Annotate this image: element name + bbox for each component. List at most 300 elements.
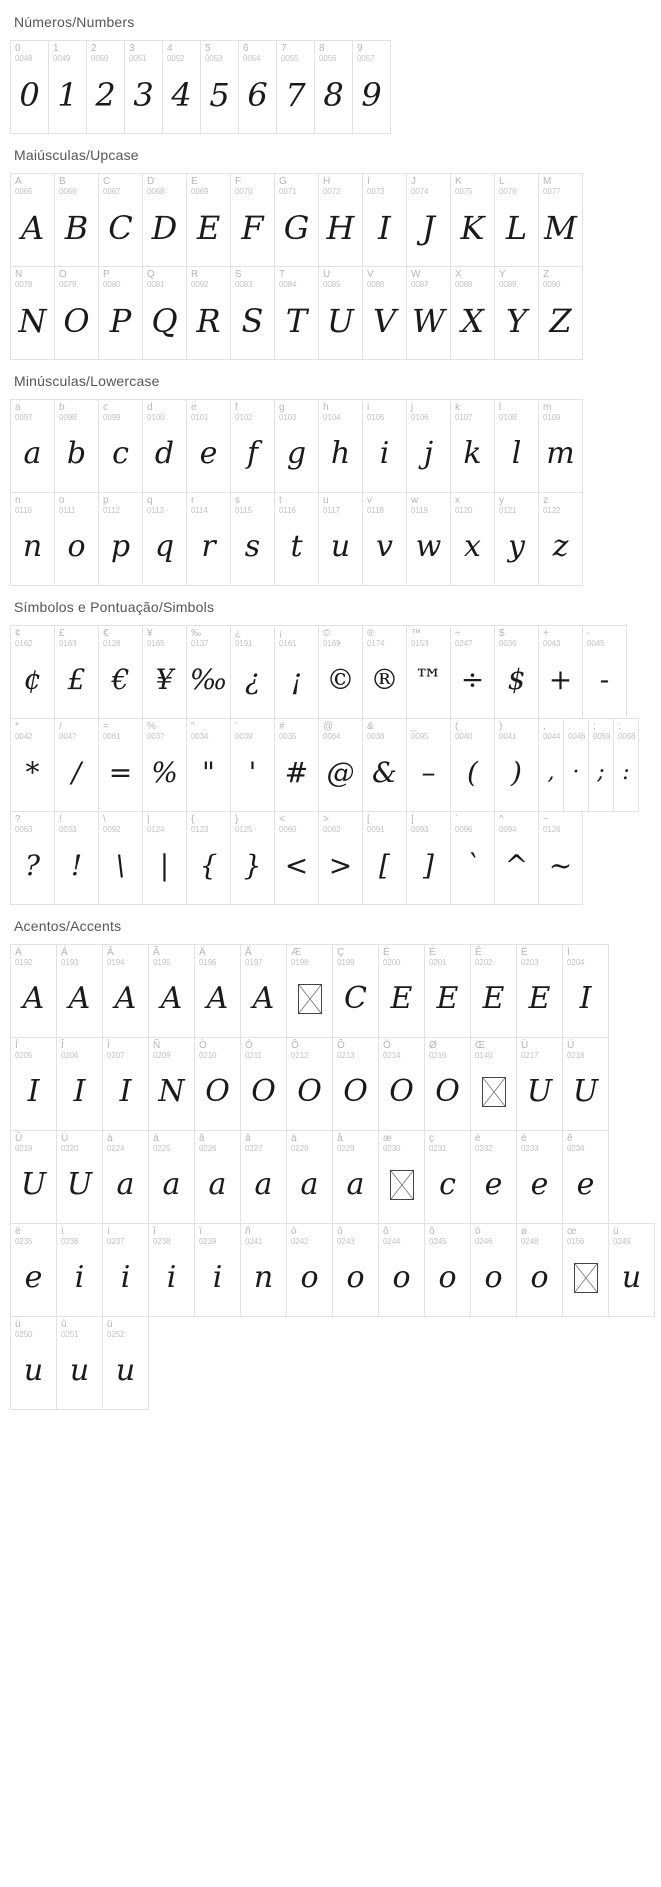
glyph-cell[interactable] bbox=[99, 267, 143, 359]
glyph-cell[interactable] bbox=[495, 719, 539, 811]
glyph-preview: o bbox=[67, 528, 86, 564]
glyph-code-label: 0107 bbox=[455, 412, 473, 422]
glyph-char-label: œ bbox=[567, 1226, 577, 1237]
glyph-cell[interactable] bbox=[11, 41, 49, 133]
glyph-cell[interactable] bbox=[495, 400, 539, 492]
glyph-preview: i bbox=[120, 1259, 131, 1295]
glyph-meta bbox=[57, 1131, 102, 1153]
glyph-cell[interactable] bbox=[407, 493, 451, 585]
glyph-preview: o bbox=[530, 1259, 549, 1295]
glyph-cell[interactable] bbox=[143, 812, 187, 904]
glyph-cell[interactable] bbox=[57, 1224, 103, 1316]
glyph-cell[interactable] bbox=[495, 267, 539, 359]
glyph-preview: l bbox=[511, 435, 522, 471]
glyph-char-label: ~ bbox=[543, 814, 549, 825]
glyph-cell[interactable] bbox=[239, 41, 277, 133]
glyph-char-label: J bbox=[411, 176, 416, 187]
glyph-cell[interactable] bbox=[99, 812, 143, 904]
glyph-cell[interactable] bbox=[589, 719, 614, 811]
glyph-code-label: 0123 bbox=[191, 824, 209, 834]
glyph-meta bbox=[11, 1131, 56, 1153]
glyph-cell[interactable] bbox=[231, 626, 275, 718]
glyph-code-label: 0080 bbox=[103, 279, 121, 289]
glyph-char-label: Ï bbox=[107, 1040, 110, 1051]
glyph-cell[interactable] bbox=[241, 945, 287, 1037]
glyph-preview: O bbox=[389, 1073, 414, 1109]
glyph-grid bbox=[10, 944, 651, 1409]
glyph-cell[interactable] bbox=[407, 626, 451, 718]
glyph-cell[interactable] bbox=[11, 626, 55, 718]
glyph-cell[interactable] bbox=[495, 812, 539, 904]
glyph-cell[interactable] bbox=[451, 719, 495, 811]
glyph-cell[interactable] bbox=[471, 945, 517, 1037]
glyph-cell[interactable] bbox=[563, 945, 609, 1037]
glyph-code-label: 0045 bbox=[587, 638, 605, 648]
glyph-char-label: ø bbox=[521, 1226, 528, 1237]
glyph-cell[interactable] bbox=[495, 174, 539, 266]
glyph-preview: \ bbox=[115, 848, 126, 882]
glyph-char-label: ã bbox=[245, 1133, 251, 1144]
glyph-meta bbox=[451, 400, 494, 422]
glyph-code-label: 0077 bbox=[543, 186, 561, 196]
glyph-meta bbox=[589, 719, 613, 741]
glyph-cell[interactable] bbox=[11, 1224, 57, 1316]
glyph-cell[interactable] bbox=[451, 400, 495, 492]
glyph-code-label: 0216 bbox=[429, 1050, 447, 1060]
glyph-meta bbox=[539, 400, 582, 422]
glyph-cell[interactable] bbox=[287, 1131, 333, 1223]
glyph-cell[interactable] bbox=[149, 1038, 195, 1130]
glyph-meta bbox=[425, 1224, 470, 1246]
glyph-preview: O bbox=[251, 1073, 276, 1109]
glyph-meta bbox=[363, 400, 406, 422]
glyph-char-label: È bbox=[383, 947, 390, 958]
glyph-meta bbox=[11, 1317, 56, 1339]
glyph-code-label: 0231 bbox=[429, 1143, 447, 1153]
glyph-meta bbox=[564, 719, 588, 741]
glyph-meta bbox=[563, 1224, 608, 1246]
glyph-preview: % bbox=[151, 755, 178, 789]
glyph-meta bbox=[275, 174, 318, 196]
glyph-char-label: 5 bbox=[205, 43, 211, 54]
glyph-cell[interactable] bbox=[149, 945, 195, 1037]
glyph-cell[interactable] bbox=[55, 400, 99, 492]
glyph-cell[interactable] bbox=[187, 174, 231, 266]
glyph-cell[interactable] bbox=[287, 1038, 333, 1130]
glyph-cell[interactable] bbox=[57, 1131, 103, 1223]
glyph-cell[interactable] bbox=[187, 400, 231, 492]
glyph-cell[interactable] bbox=[287, 945, 333, 1037]
glyph-code-label: 0042 bbox=[15, 731, 33, 741]
glyph-code-label: 0087 bbox=[411, 279, 429, 289]
glyph-code-label: 0065 bbox=[15, 186, 33, 196]
glyph-cell[interactable] bbox=[539, 812, 583, 904]
glyph-cell[interactable] bbox=[539, 719, 564, 811]
glyph-cell[interactable] bbox=[471, 1131, 517, 1223]
glyph-cell[interactable] bbox=[319, 812, 363, 904]
glyph-preview: O bbox=[343, 1073, 368, 1109]
glyph-cell[interactable] bbox=[57, 945, 103, 1037]
glyph-meta bbox=[539, 493, 582, 515]
glyph-cell[interactable] bbox=[407, 400, 451, 492]
glyph-cell[interactable] bbox=[319, 267, 363, 359]
glyph-cell[interactable] bbox=[49, 41, 87, 133]
glyph-char-label: E bbox=[191, 176, 198, 187]
glyph-char-label: ù bbox=[613, 1226, 619, 1237]
glyph-preview: O bbox=[435, 1073, 460, 1109]
glyph-meta bbox=[11, 626, 54, 648]
glyph-cell[interactable] bbox=[319, 493, 363, 585]
glyph-code-label: 0091 bbox=[367, 824, 385, 834]
glyph-cell[interactable] bbox=[425, 1131, 471, 1223]
glyph-code-label: 0247 bbox=[455, 638, 473, 648]
glyph-cell[interactable] bbox=[471, 1224, 517, 1316]
glyph-code-label: 0226 bbox=[199, 1143, 217, 1153]
glyph-preview: u bbox=[69, 1352, 90, 1388]
glyph-code-label: 0092 bbox=[191, 279, 209, 289]
glyph-cell[interactable] bbox=[103, 945, 149, 1037]
glyph-cell[interactable] bbox=[11, 1038, 57, 1130]
glyph-cell[interactable] bbox=[539, 493, 583, 585]
glyph-cell[interactable] bbox=[333, 1131, 379, 1223]
glyph-code-label: 0211 bbox=[245, 1050, 262, 1060]
glyph-cell[interactable] bbox=[539, 400, 583, 492]
glyph-preview: u bbox=[115, 1352, 136, 1388]
glyph-cell[interactable] bbox=[275, 174, 319, 266]
glyph-cell[interactable] bbox=[517, 945, 563, 1037]
glyph-char-label: Ù bbox=[521, 1040, 529, 1051]
glyph-cell[interactable] bbox=[231, 174, 275, 266]
glyph-cell[interactable] bbox=[517, 1224, 563, 1316]
glyph-cell[interactable] bbox=[11, 812, 55, 904]
section-title: Números/Numbers bbox=[14, 14, 135, 30]
glyph-meta bbox=[149, 1131, 194, 1153]
glyph-cell[interactable] bbox=[275, 400, 319, 492]
glyph-preview: P bbox=[109, 301, 132, 340]
glyph-preview: y bbox=[508, 528, 525, 564]
glyph-cell[interactable] bbox=[99, 626, 143, 718]
glyph-char-label: ü bbox=[107, 1319, 113, 1330]
glyph-meta bbox=[539, 267, 582, 289]
glyph-cell[interactable] bbox=[353, 41, 391, 133]
glyph-cell[interactable] bbox=[425, 1038, 471, 1130]
glyph-cell[interactable] bbox=[275, 267, 319, 359]
glyph-cell[interactable] bbox=[143, 400, 187, 492]
glyph-preview: c bbox=[439, 1166, 456, 1202]
glyph-cell[interactable] bbox=[379, 1131, 425, 1223]
glyph-cell[interactable] bbox=[187, 267, 231, 359]
glyph-cell[interactable] bbox=[87, 41, 125, 133]
glyph-cell[interactable] bbox=[363, 626, 407, 718]
glyph-cell[interactable] bbox=[11, 267, 55, 359]
glyph-cell[interactable] bbox=[55, 267, 99, 359]
glyph-cell[interactable] bbox=[583, 626, 627, 718]
glyph-cell[interactable] bbox=[451, 493, 495, 585]
glyph-cell[interactable] bbox=[99, 719, 143, 811]
glyph-cell[interactable] bbox=[333, 1224, 379, 1316]
glyph-preview: a bbox=[346, 1166, 365, 1202]
glyph-cell[interactable] bbox=[563, 1131, 609, 1223]
glyph-cell[interactable] bbox=[275, 812, 319, 904]
glyph-preview: C bbox=[344, 980, 367, 1016]
glyph-cell[interactable] bbox=[11, 400, 55, 492]
glyph-preview bbox=[563, 1246, 608, 1316]
glyph-code-label: 0207 bbox=[107, 1050, 125, 1060]
glyph-code-label: 0058 bbox=[618, 731, 636, 741]
glyph-cell[interactable] bbox=[149, 1131, 195, 1223]
glyph-preview: a bbox=[162, 1166, 181, 1202]
glyph-code-label: 0094 bbox=[499, 824, 517, 834]
glyph-meta bbox=[379, 1131, 424, 1153]
glyph-preview: < bbox=[284, 848, 309, 882]
glyph-cell[interactable] bbox=[451, 267, 495, 359]
glyph-cell[interactable] bbox=[103, 1317, 149, 1409]
glyph-cell[interactable] bbox=[495, 493, 539, 585]
glyph-char-label: ê bbox=[567, 1133, 573, 1144]
glyph-cell[interactable] bbox=[187, 719, 231, 811]
glyph-meta bbox=[187, 812, 230, 834]
glyph-meta bbox=[407, 493, 450, 515]
glyph-cell[interactable] bbox=[57, 1038, 103, 1130]
glyph-meta bbox=[287, 945, 332, 967]
glyph-cell[interactable] bbox=[99, 174, 143, 266]
glyph-cell[interactable] bbox=[609, 1224, 655, 1316]
glyph-char-label: ^ bbox=[499, 814, 504, 825]
glyph-cell[interactable] bbox=[287, 1224, 333, 1316]
glyph-code-label: 0191 bbox=[235, 638, 253, 648]
glyph-char-label: ñ bbox=[245, 1226, 251, 1237]
glyph-cell[interactable] bbox=[163, 41, 201, 133]
glyph-cell[interactable] bbox=[379, 1038, 425, 1130]
glyph-char-label: à bbox=[107, 1133, 113, 1144]
glyph-meta bbox=[353, 41, 390, 63]
glyph-preview: K bbox=[460, 208, 485, 247]
glyph-char-label: $ bbox=[499, 628, 505, 639]
glyph-cell[interactable] bbox=[231, 719, 275, 811]
glyph-char-label: ô bbox=[383, 1226, 389, 1237]
glyph-cell[interactable] bbox=[517, 1131, 563, 1223]
glyph-section bbox=[10, 14, 651, 133]
glyph-cell[interactable] bbox=[451, 626, 495, 718]
glyph-cell[interactable] bbox=[407, 719, 451, 811]
glyph-preview: E bbox=[482, 980, 505, 1016]
glyph-code-label: 0086 bbox=[367, 279, 385, 289]
glyph-meta bbox=[407, 626, 450, 648]
glyph-cell[interactable] bbox=[195, 1131, 241, 1223]
glyph-preview: E bbox=[528, 980, 551, 1016]
glyph-cell[interactable] bbox=[563, 1224, 609, 1316]
glyph-cell[interactable] bbox=[363, 400, 407, 492]
glyph-char-label: Z bbox=[543, 269, 550, 280]
glyph-code-label: 0066 bbox=[59, 186, 77, 196]
glyph-code-label: 0214 bbox=[383, 1050, 401, 1060]
glyph-cell[interactable] bbox=[333, 945, 379, 1037]
glyph-char-label: í bbox=[107, 1226, 110, 1237]
glyph-grid bbox=[10, 40, 651, 133]
glyph-cell[interactable] bbox=[315, 41, 353, 133]
glyph-cell[interactable] bbox=[539, 626, 583, 718]
glyph-cell[interactable] bbox=[11, 719, 55, 811]
glyph-cell[interactable] bbox=[539, 174, 583, 266]
glyph-cell[interactable] bbox=[363, 812, 407, 904]
glyph-cell[interactable] bbox=[363, 174, 407, 266]
glyph-cell[interactable] bbox=[55, 493, 99, 585]
glyph-cell[interactable] bbox=[55, 719, 99, 811]
glyph-preview: = bbox=[108, 755, 133, 789]
glyph-meta bbox=[319, 812, 362, 834]
glyph-char-label: ! bbox=[59, 814, 62, 825]
glyph-meta bbox=[187, 493, 230, 515]
glyph-cell[interactable] bbox=[55, 812, 99, 904]
glyph-preview: ¡ bbox=[290, 662, 303, 696]
glyph-row bbox=[10, 173, 583, 267]
glyph-cell[interactable] bbox=[425, 945, 471, 1037]
glyph-cell[interactable] bbox=[563, 1038, 609, 1130]
glyph-cell[interactable] bbox=[451, 174, 495, 266]
glyph-cell[interactable] bbox=[379, 945, 425, 1037]
glyph-cell[interactable] bbox=[103, 1224, 149, 1316]
glyph-meta bbox=[103, 945, 148, 967]
glyph-cell[interactable] bbox=[241, 1038, 287, 1130]
glyph-cell[interactable] bbox=[539, 267, 583, 359]
glyph-cell[interactable] bbox=[275, 493, 319, 585]
glyph-cell[interactable] bbox=[143, 267, 187, 359]
glyph-cell[interactable] bbox=[11, 174, 55, 266]
glyph-cell[interactable] bbox=[407, 174, 451, 266]
glyph-cell[interactable] bbox=[143, 493, 187, 585]
glyph-cell[interactable] bbox=[319, 719, 363, 811]
glyph-preview: $ bbox=[507, 662, 526, 696]
glyph-cell[interactable] bbox=[149, 1224, 195, 1316]
glyph-cell[interactable] bbox=[55, 174, 99, 266]
glyph-cell[interactable] bbox=[564, 719, 589, 811]
sections-container bbox=[10, 14, 651, 1409]
glyph-cell[interactable] bbox=[425, 1224, 471, 1316]
glyph-cell[interactable] bbox=[333, 1038, 379, 1130]
glyph-cell[interactable] bbox=[451, 812, 495, 904]
glyph-meta bbox=[239, 41, 276, 63]
glyph-char-label: Y bbox=[499, 269, 506, 280]
glyph-char-label: e bbox=[191, 402, 197, 413]
glyph-cell[interactable] bbox=[363, 719, 407, 811]
glyph-cell[interactable] bbox=[11, 493, 55, 585]
glyph-preview: 8 bbox=[323, 75, 344, 114]
glyph-cell[interactable] bbox=[11, 945, 57, 1037]
glyph-cell[interactable] bbox=[471, 1038, 517, 1130]
glyph-cell[interactable] bbox=[231, 812, 275, 904]
glyph-cell[interactable] bbox=[11, 1317, 57, 1409]
glyph-preview: r bbox=[201, 528, 216, 564]
glyph-code-label: 0040 bbox=[455, 731, 473, 741]
glyph-meta bbox=[187, 626, 230, 648]
section-title: Maiúsculas/Upcase bbox=[14, 147, 139, 163]
glyph-cell[interactable] bbox=[195, 945, 241, 1037]
glyph-cell[interactable] bbox=[231, 400, 275, 492]
glyph-char-label: u bbox=[323, 495, 329, 506]
glyph-cell[interactable] bbox=[187, 626, 231, 718]
glyph-code-label: 0233 bbox=[521, 1143, 539, 1153]
glyph-cell[interactable] bbox=[275, 626, 319, 718]
glyph-cell[interactable] bbox=[195, 1038, 241, 1130]
glyph-cell[interactable] bbox=[241, 1224, 287, 1316]
glyph-meta bbox=[143, 812, 186, 834]
glyph-cell[interactable] bbox=[143, 174, 187, 266]
glyph-char-label: 4 bbox=[167, 43, 173, 54]
glyph-char-label: < bbox=[279, 814, 285, 825]
glyph-cell[interactable] bbox=[407, 267, 451, 359]
glyph-cell[interactable] bbox=[275, 719, 319, 811]
glyph-cell[interactable] bbox=[277, 41, 315, 133]
glyph-code-label: 0193 bbox=[61, 957, 79, 967]
glyph-char-label: K bbox=[455, 176, 462, 187]
glyph-preview: 6 bbox=[247, 75, 268, 114]
glyph-preview: o bbox=[300, 1259, 319, 1295]
glyph-cell[interactable] bbox=[187, 812, 231, 904]
glyph-char-label: 0 bbox=[15, 43, 21, 54]
glyph-cell[interactable] bbox=[103, 1038, 149, 1130]
glyph-cell[interactable] bbox=[201, 41, 239, 133]
glyph-preview: [ bbox=[379, 848, 390, 882]
glyph-preview: ¢ bbox=[23, 662, 42, 696]
glyph-cell[interactable] bbox=[125, 41, 163, 133]
glyph-char-label: _ bbox=[411, 721, 417, 732]
glyph-preview: " bbox=[202, 755, 215, 789]
glyph-cell[interactable] bbox=[231, 493, 275, 585]
glyph-char-label: ë bbox=[15, 1226, 21, 1237]
glyph-cell[interactable] bbox=[614, 719, 639, 811]
glyph-preview: e bbox=[24, 1259, 43, 1295]
glyph-meta bbox=[231, 719, 274, 741]
glyph-char-label: ¡ bbox=[279, 628, 283, 639]
glyph-cell[interactable] bbox=[495, 626, 539, 718]
glyph-code-label: 0229 bbox=[337, 1143, 355, 1153]
glyph-cell[interactable] bbox=[143, 719, 187, 811]
glyph-cell[interactable] bbox=[103, 1131, 149, 1223]
glyph-cell[interactable] bbox=[407, 812, 451, 904]
glyph-code-label: 0250 bbox=[15, 1329, 33, 1339]
glyph-code-label: 0220 bbox=[61, 1143, 79, 1153]
glyph-cell[interactable] bbox=[195, 1224, 241, 1316]
glyph-code-label: 0068 bbox=[147, 186, 165, 196]
glyph-cell[interactable] bbox=[319, 626, 363, 718]
glyph-cell[interactable] bbox=[379, 1224, 425, 1316]
glyph-cell[interactable] bbox=[231, 267, 275, 359]
glyph-cell[interactable] bbox=[187, 493, 231, 585]
glyph-char-label: û bbox=[61, 1319, 67, 1330]
glyph-meta bbox=[275, 400, 318, 422]
glyph-meta bbox=[517, 1038, 562, 1060]
glyph-char-label: C bbox=[103, 176, 111, 187]
glyph-cell[interactable] bbox=[319, 174, 363, 266]
glyph-cell[interactable] bbox=[319, 400, 363, 492]
glyph-cell[interactable] bbox=[99, 400, 143, 492]
glyph-char-label: £ bbox=[59, 628, 65, 639]
glyph-cell[interactable] bbox=[55, 626, 99, 718]
glyph-char-label: Ã bbox=[153, 947, 160, 958]
glyph-code-label: 0097 bbox=[15, 412, 33, 422]
glyph-cell[interactable] bbox=[99, 493, 143, 585]
glyph-cell[interactable] bbox=[57, 1317, 103, 1409]
glyph-cell[interactable] bbox=[517, 1038, 563, 1130]
glyph-cell[interactable] bbox=[363, 493, 407, 585]
glyph-code-label: 0049 bbox=[53, 53, 71, 63]
glyph-cell[interactable] bbox=[241, 1131, 287, 1223]
glyph-meta bbox=[143, 267, 186, 289]
glyph-char-label: p bbox=[103, 495, 109, 506]
glyph-cell[interactable] bbox=[363, 267, 407, 359]
glyph-cell[interactable] bbox=[143, 626, 187, 718]
glyph-cell[interactable] bbox=[11, 1131, 57, 1223]
